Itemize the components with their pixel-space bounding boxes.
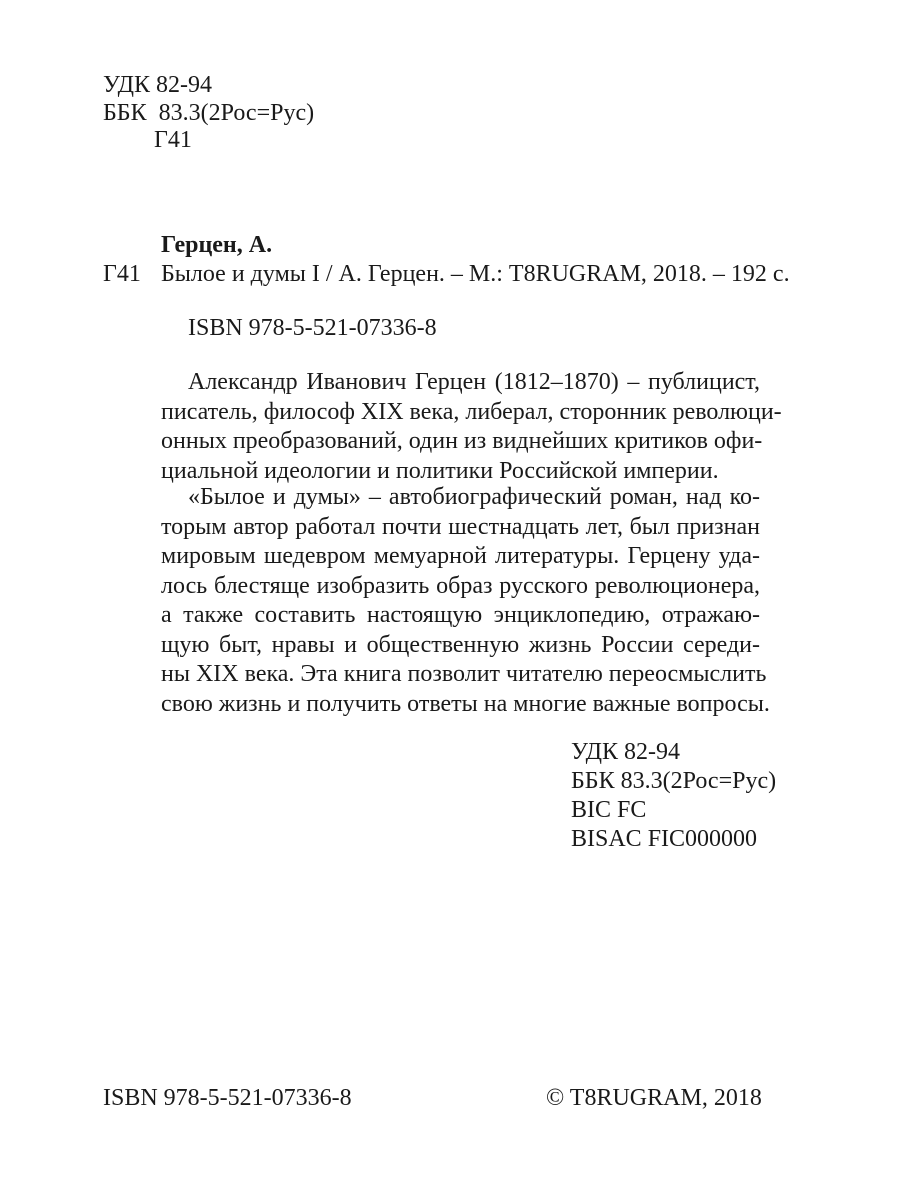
bbk-code: ББК 83.3(2Рос=Рус) — [571, 768, 777, 794]
author-mark-entry: Г41 — [103, 261, 141, 287]
annotation-line: лось блестяще изобразить образ русского революционера, — [161, 572, 760, 599]
annotation-line: онных преобразований, один из виднейших критиков офи- — [161, 428, 763, 454]
bic-code: BIC FC — [571, 797, 647, 823]
author-mark-top: Г41 — [154, 127, 192, 153]
annotation-line: щую быт, нравы и общественную жизнь России середи- — [161, 631, 760, 658]
udk-code: УДК 82-94 — [571, 739, 680, 765]
bbk-code-top: ББК 83.3(2Рос=Рус) — [103, 100, 315, 126]
bibliographic-description: Былое и думы I / А. Герцен. – М.: T8RUGRAM, 2018. – 192 с. — [161, 261, 790, 287]
annotation-paragraph-1 — [161, 368, 782, 486]
annotation-line: торым автор работал почти шестнадцать лет, был признан — [161, 513, 760, 540]
bisac-code: BISAC FIC000000 — [571, 826, 758, 852]
annotation-line: Александр Иванович Герцен (1812–1870) – публицист, — [188, 369, 760, 395]
isbn-footer: ISBN 978-5-521-07336-8 — [103, 1085, 352, 1111]
annotation-line: «Былое и думы» – автобиографический роман, над ко- — [188, 484, 760, 510]
author-heading: Герцен, А. — [161, 232, 273, 258]
annotation-line: мировым шедевром мемуарной литературы. Герцену уда- — [161, 543, 760, 569]
annotation-line: циальной идеологии и политики Российской империи. — [161, 457, 719, 484]
copyright-notice: © T8RUGRAM, 2018 — [546, 1085, 762, 1111]
annotation-line: ны XIX века. Эта книга позволит читателю переосмыслить — [161, 661, 767, 687]
classification-block — [571, 738, 776, 854]
isbn-entry: ISBN 978-5-521-07336-8 — [188, 315, 437, 341]
udk-code-top: УДК 82-94 — [103, 72, 212, 98]
annotation-line: писатель, философ XIX века, либерал, сторонник революци- — [161, 398, 782, 425]
annotation-line: свою жизнь и получить ответы на многие важные вопросы. — [161, 690, 770, 717]
annotation-line: а также составить настоящую энциклопедию, отражаю- — [161, 602, 760, 628]
annotation-paragraph-2 — [161, 483, 770, 719]
